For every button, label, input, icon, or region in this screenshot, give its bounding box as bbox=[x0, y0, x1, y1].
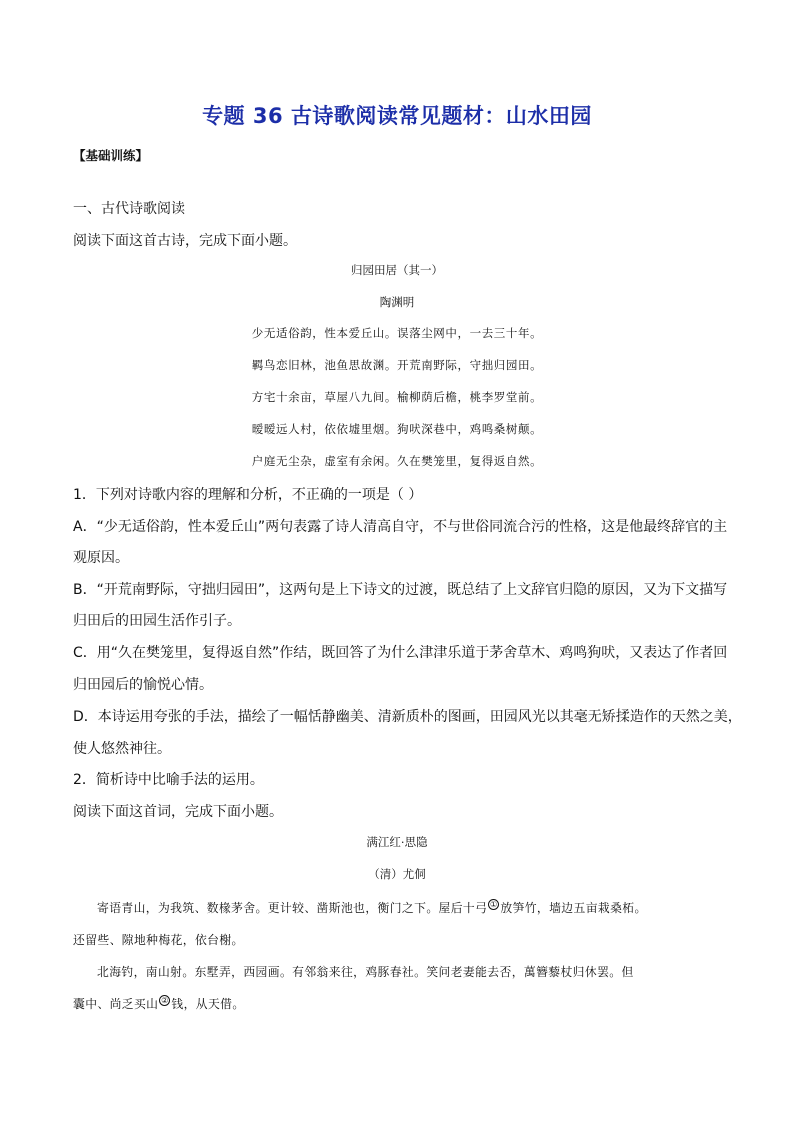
poem2-text: 钱，从天借。 bbox=[171, 997, 245, 1011]
poem1-line: 少无适俗韵，性本爱丘山。误落尘网中，一去三十年。 bbox=[251, 326, 543, 340]
option-b-line2: 归田后的田园生活作引子。 bbox=[73, 613, 241, 629]
poem2-para1-line1 bbox=[97, 899, 647, 916]
poem1-author: 陶渊明 bbox=[379, 295, 415, 309]
poem2-text: 放笋竹，墙边五亩栽桑柘。 bbox=[500, 901, 647, 915]
poem1-line: 方宅十余亩，草屋八九间。榆柳荫后檐，桃李罗堂前。 bbox=[251, 390, 543, 404]
question-1-stem: 1．下列对诗歌内容的理解和分析，不正确的一项是（ ） bbox=[73, 487, 423, 503]
option-b-line1: B．“开荒南野际，守拙归园田”，这两句是上下诗文的过渡，既总结了上文辞官归隐的原因，又为下文描写 bbox=[73, 582, 728, 598]
poem1-line: 户庭无尘杂，虚室有余闲。久在樊笼里，复得返自然。 bbox=[251, 454, 543, 468]
page-title: 专题 36 古诗歌阅读常见题材：山水田园 bbox=[202, 104, 592, 128]
poem2-author: （清）尤侗 bbox=[368, 867, 426, 881]
footnote-marker: ② bbox=[161, 996, 169, 1005]
option-c-line1: C．用“久在樊笼里，复得返自然”作结，既回答了为什么津津乐道于茅舍草木、鸡鸣狗吠，又表达了作者回 bbox=[73, 645, 728, 661]
poem1-line: 羁鸟恋旧林，池鱼思故渊。开荒南野际，守拙归园田。 bbox=[251, 358, 543, 372]
poem1-line: 暧暧远人村，依依墟里烟。狗吠深巷中，鸡鸣桑树颠。 bbox=[251, 422, 543, 436]
question-2: 2．简析诗中比喻手法的运用。 bbox=[73, 772, 264, 788]
poem2-text: 囊中、尚乏买山 bbox=[73, 997, 159, 1011]
instruction-2: 阅读下面这首词，完成下面小题。 bbox=[73, 804, 283, 820]
option-a-line2: 观原因。 bbox=[73, 550, 129, 566]
option-a-line1: A．“少无适俗韵，性本爱丘山”两句表露了诗人清高自守，不与世俗同流合污的性格，这是他最终辞官的主 bbox=[73, 519, 728, 535]
option-d-line2: 使人悠然神往。 bbox=[73, 741, 171, 757]
poem2-title: 满江红·思隐 bbox=[366, 835, 428, 849]
poem2-text: 寄语青山，为我筑、数椽茅舍。更计较、凿斯池也，衡门之下。屋后十弓 bbox=[97, 901, 488, 915]
poem2-para1-line2: 还留些、隙地种梅花，依台榭。 bbox=[73, 933, 244, 947]
section-tag: 【基础训练】 bbox=[73, 148, 149, 163]
footnote-marker: ① bbox=[490, 900, 498, 909]
poem2-para2-line2 bbox=[73, 995, 245, 1012]
part-heading: 一、古代诗歌阅读 bbox=[73, 201, 185, 217]
poem1-title: 归园田居（其一） bbox=[351, 263, 443, 277]
instruction-1: 阅读下面这首古诗，完成下面小题。 bbox=[73, 233, 297, 249]
option-d-line1: D．本诗运用夸张的手法，描绘了一幅恬静幽美、清新质朴的图画，田园风光以其毫无矫揉造作的天然之美， bbox=[73, 709, 742, 725]
option-c-line2: 归田园后的愉悦心情。 bbox=[73, 677, 213, 693]
poem2-para2-line1: 北海钓，南山射。东墅弄，西园画。有邻翁来往，鸡豚春社。笑问老妻能去否，萬簪藜杖归休罢。但 bbox=[97, 965, 634, 979]
